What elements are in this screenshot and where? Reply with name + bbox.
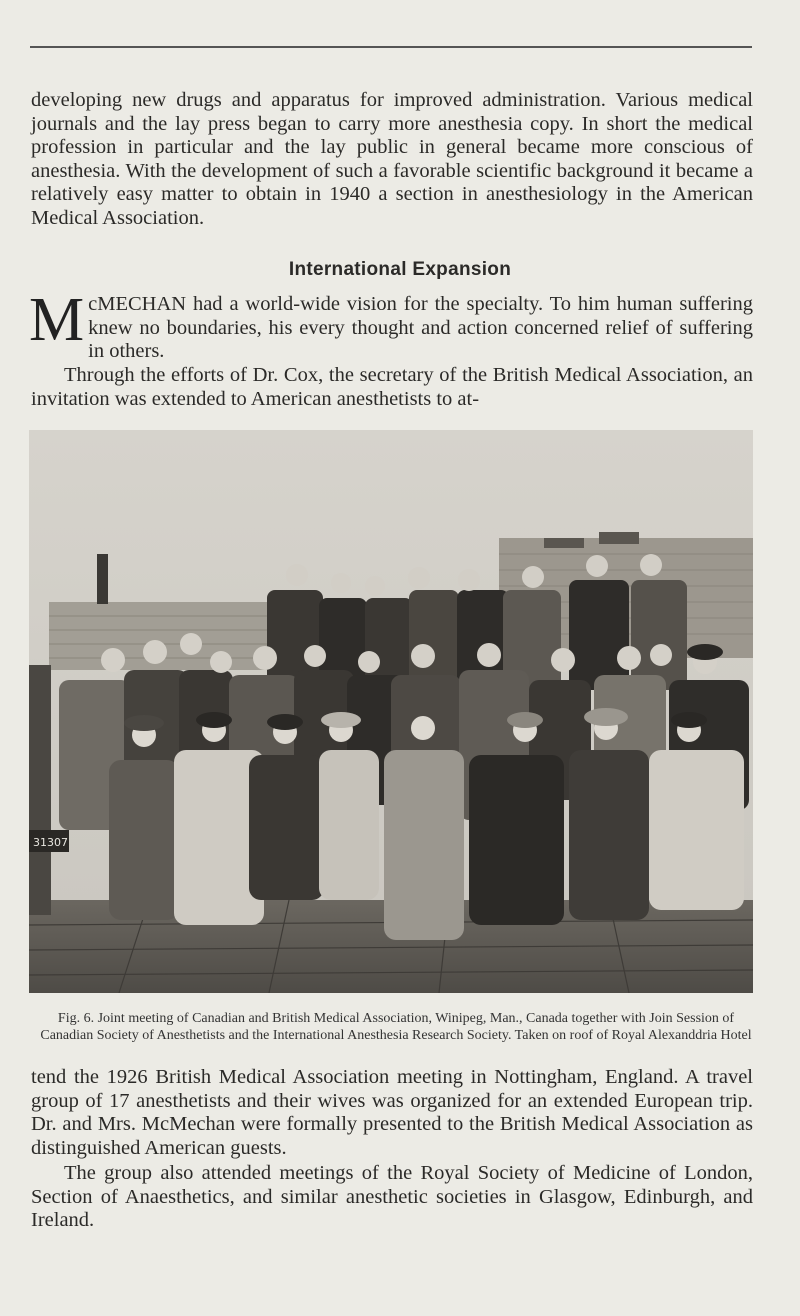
section-paragraph-text: cMECHAN had a world-wide vision for the specialty. To him human suffering knew no boundaries, his every thought and action concerned relief of suffering in others. [88,293,753,363]
intro-paragraph: developing new drugs and apparatus for improved administration. Various medical journals and the lay press began to carry more anesthesia copy. In short the medical profession in particular and the lay public in general became more conscious of anesthesia. With the development of such a favorable scientific background it became a relatively easy matter to obtain in 1940 a section in anesthesiology in the American Medical Association. [31,89,753,229]
section-heading: International Expansion [288,259,512,280]
closing-paragraph: The group also attended meetings of the Royal Society of Medicine of London, Section of Anaesthetics, and similar anesthetic societies in Glasgow, Edinburgh, and Ireland. [31,1162,753,1232]
figure-caption: Fig. 6. Joint meeting of Canadian and British Medical Association, Winipeg, Man., Canada together with Join Session of Canadian Society of Anesthetists and the International Anesthesia Research Society. Taken on roof of Royal Alexanddria Hotel [40,1011,752,1043]
top-rule [30,46,752,48]
section-paragraph [29,286,753,364]
after-figure-paragraph: tend the 1926 British Medical Association meeting in Nottingham, England. A travel group of 17 anesthetists and their wives was organized for an extended European trip. Dr. and Mrs. McMechan were formally presented to the British Medical Association as distinguished American guests. [31,1066,753,1159]
photo-label: 31307 [33,836,68,849]
drop-cap: M [29,286,85,354]
section-paragraph-2: Through the efforts of Dr. Cox, the secretary of the British Medical Association, an invitation was extended to American anesthetists to at- [31,364,753,410]
group-photograph [29,430,753,993]
